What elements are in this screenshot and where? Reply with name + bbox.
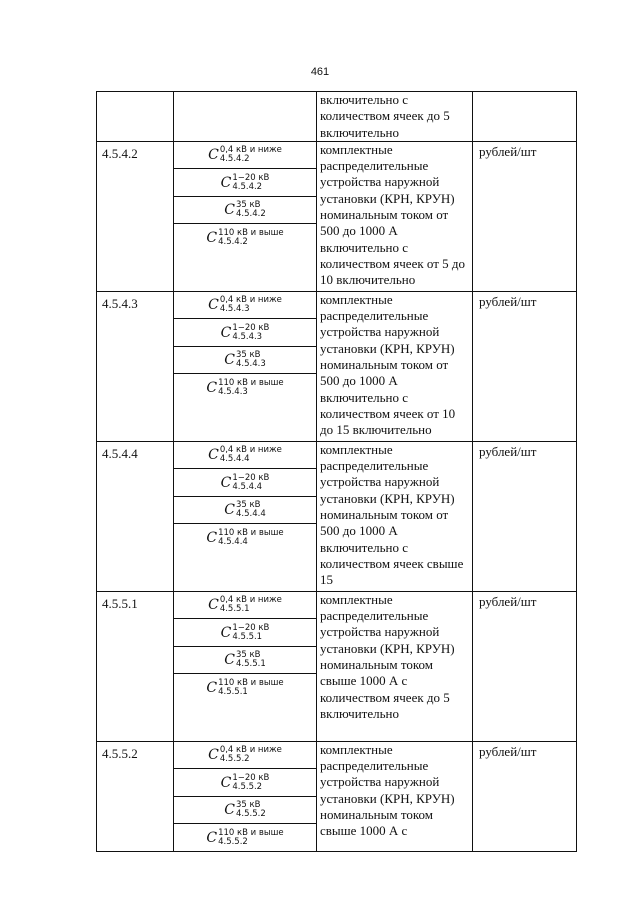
symbol-row: [174, 647, 316, 675]
code-cell: 4.5.4.3: [97, 291, 174, 441]
tariff-symbol: C 0,4 кВ и ниже 4.5.4.4: [208, 445, 282, 465]
symbol-cell: [174, 441, 317, 591]
symbol-cell: [174, 291, 317, 441]
description-cell: комплектные распределительные устройства наружной установки (КРН, КРУН) номинальным током свыше 1000 А с количеством ячеек до 5 включительно: [317, 591, 473, 741]
symbol-row: [174, 674, 316, 701]
tariff-symbol: C 110 кВ и выше 4.5.4.4: [206, 527, 284, 547]
tariff-symbol: C 35 кВ 4.5.4.3: [224, 350, 266, 370]
tariff-symbol: C 35 кВ 4.5.4.2: [224, 200, 266, 220]
symbol-cell: [174, 141, 317, 291]
symbol-row: [174, 797, 316, 825]
symbol-cell: [174, 591, 317, 741]
tariff-symbol: C 1−20 кВ 4.5.4.4: [220, 472, 270, 492]
tariff-symbol: C 1−20 кВ 4.5.5.2: [220, 772, 270, 792]
symbol-row: [174, 319, 316, 347]
tariff-symbol: C 0,4 кВ и ниже 4.5.4.3: [208, 295, 282, 315]
description-cell: комплектные распределительные устройства наружной установки (КРН, КРУН) номинальным током от 500 до 1000 А включительно с количеством ячеек от 10 до 15 включительно: [317, 291, 473, 441]
description-cell: включительно с количеством ячеек до 5 включительно: [317, 92, 473, 142]
tariff-symbol: C 0,4 кВ и ниже 4.5.5.1: [208, 595, 282, 615]
symbol-row: [174, 292, 316, 320]
unit-cell: рублей/шт: [473, 141, 577, 291]
tariff-symbol: C 0,4 кВ и ниже 4.5.5.2: [208, 745, 282, 765]
symbol-row: [174, 497, 316, 525]
unit-cell: рублей/шт: [473, 291, 577, 441]
code-cell: [97, 92, 174, 142]
description-cell: комплектные распределительные устройства наружной установки (КРН, КРУН) номинальным током от 500 до 1000 А включительно с количеством ячеек от 5 до 10 включительно: [317, 141, 473, 291]
table-row: [97, 441, 577, 591]
symbol-row: [174, 824, 316, 851]
tariff-symbol: C 110 кВ и выше 4.5.5.2: [206, 827, 284, 847]
symbol-row: [174, 524, 316, 551]
symbol-row: [174, 347, 316, 375]
tariff-table: [96, 91, 577, 852]
symbol-cell: [174, 92, 317, 142]
unit-cell: рублей/шт: [473, 741, 577, 851]
tariff-symbol: C 35 кВ 4.5.4.4: [224, 500, 266, 520]
symbol-row: [174, 742, 316, 770]
table-row: [97, 141, 577, 291]
table-row: [97, 741, 577, 851]
tariff-symbol: C 0,4 кВ и ниже 4.5.4.2: [208, 145, 282, 165]
symbol-row: [174, 769, 316, 797]
symbol-row: [174, 197, 316, 225]
tariff-symbol: C 1−20 кВ 4.5.4.2: [220, 172, 270, 192]
symbol-cell: [174, 741, 317, 851]
table-row: [97, 591, 577, 741]
description-cell: комплектные распределительные устройства наружной установки (КРН, КРУН) номинальным током от 500 до 1000 А включительно с количеством ячеек свыше 15: [317, 441, 473, 591]
symbol-row: [174, 142, 316, 170]
code-cell: 4.5.4.4: [97, 441, 174, 591]
symbol-row: [174, 374, 316, 401]
symbol-row: [174, 619, 316, 647]
symbol-row: [174, 592, 316, 620]
symbol-row: [174, 169, 316, 197]
table-row: [97, 291, 577, 441]
tariff-symbol: C 1−20 кВ 4.5.4.3: [220, 322, 270, 342]
unit-cell: рублей/шт: [473, 441, 577, 591]
tariff-symbol: C 35 кВ 4.5.5.2: [224, 800, 266, 820]
code-cell: 4.5.4.2: [97, 141, 174, 291]
description-cell: комплектные распределительные устройства наружной установки (КРН, КРУН) номинальным током свыше 1000 А с: [317, 741, 473, 851]
code-cell: 4.5.5.2: [97, 741, 174, 851]
tariff-symbol: C 110 кВ и выше 4.5.4.3: [206, 377, 284, 397]
symbol-row: [174, 469, 316, 497]
tariff-symbol: C 110 кВ и выше 4.5.5.1: [206, 677, 284, 697]
table-row-continuation: [97, 92, 577, 142]
unit-cell: [473, 92, 577, 142]
page-number: 461: [310, 66, 330, 78]
tariff-symbol: C 110 кВ и выше 4.5.4.2: [206, 227, 284, 247]
symbol-row: [174, 224, 316, 251]
tariff-symbol: C 35 кВ 4.5.5.1: [224, 650, 266, 670]
unit-cell: рублей/шт: [473, 591, 577, 741]
tariff-symbol: C 1−20 кВ 4.5.5.1: [220, 622, 270, 642]
code-cell: 4.5.5.1: [97, 591, 174, 741]
symbol-row: [174, 442, 316, 470]
